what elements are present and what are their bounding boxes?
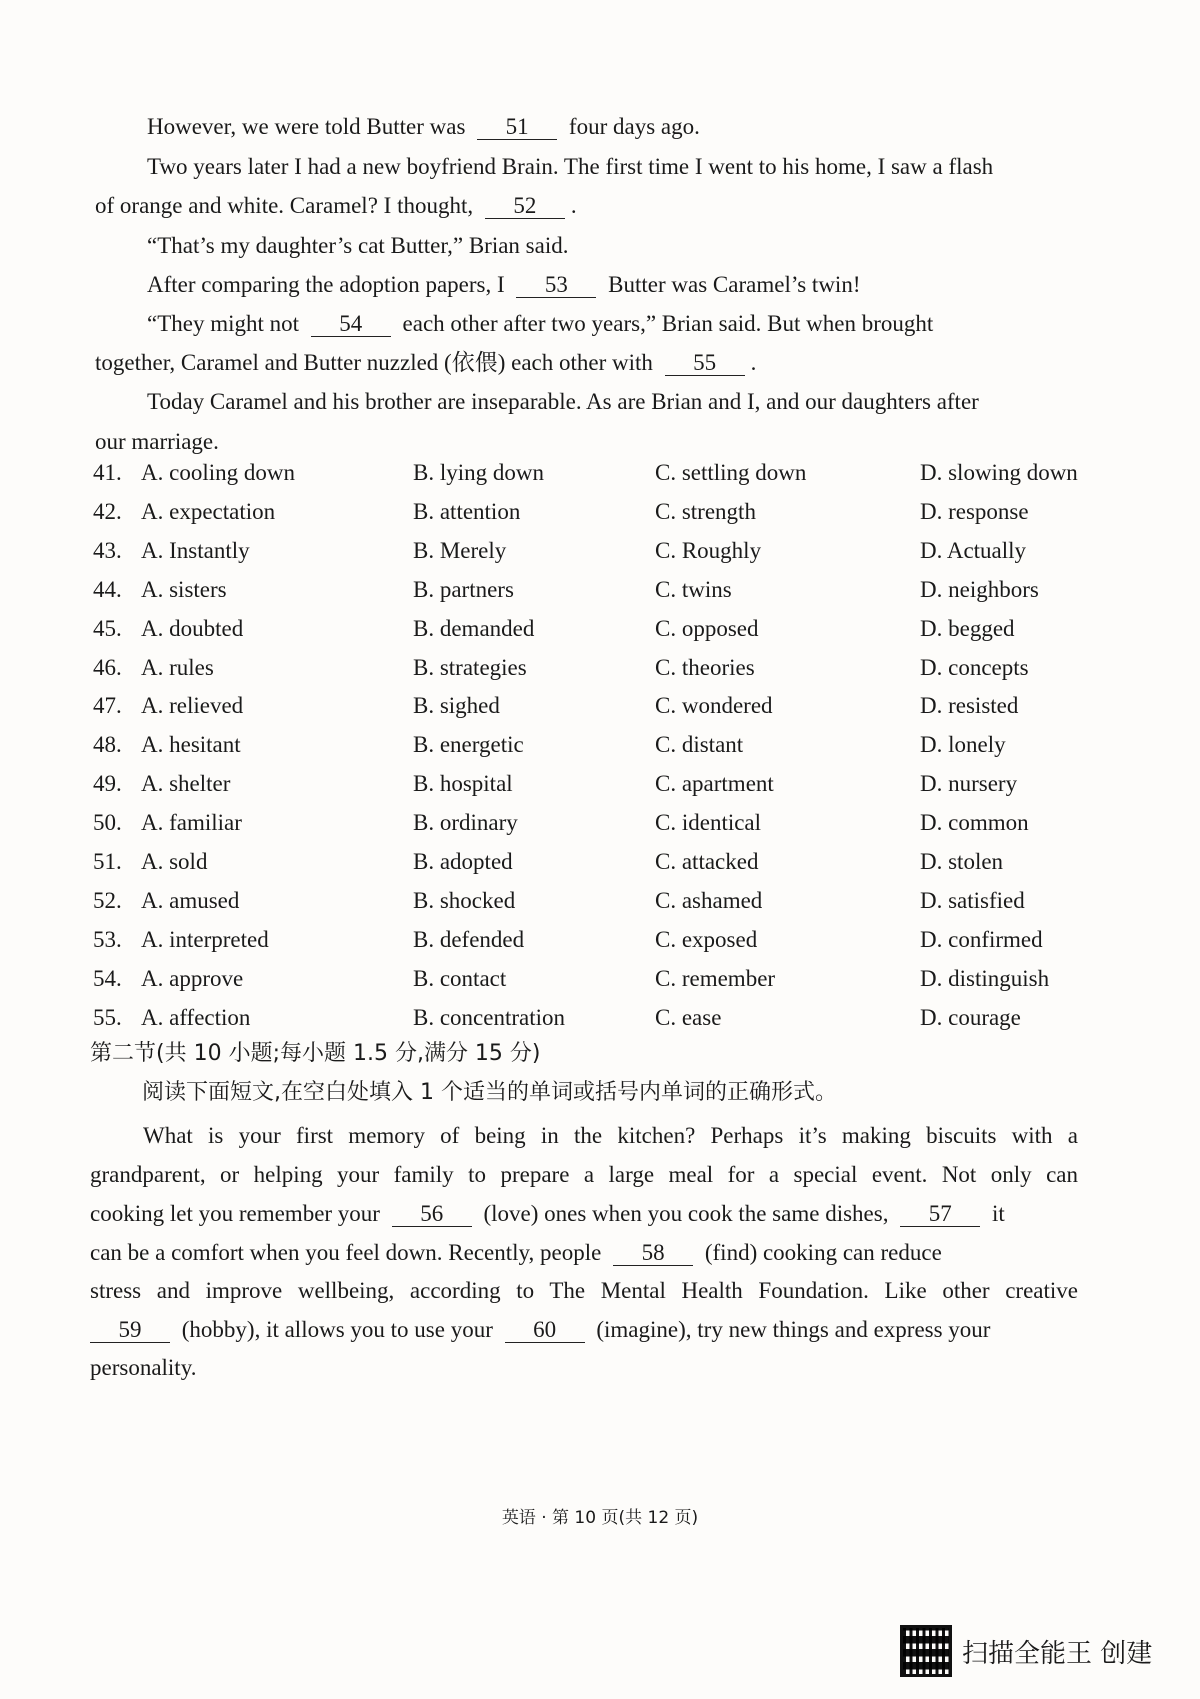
text: of orange and white. Caramel? I thought, <box>95 193 474 218</box>
option-a: A. relieved <box>141 693 244 719</box>
passage2-line: stress and improve wellbeing, according to The Mental Health Foundation. Like other creative <box>90 1278 1078 1303</box>
watermark-text: 扫描全能王 创建 <box>962 1638 1153 1669</box>
passage2-line <box>84 1315 1084 1345</box>
question-row <box>93 1003 1103 1033</box>
option-a: A. hesitant <box>141 732 241 758</box>
question-row <box>93 886 1103 916</box>
option-b: B. ordinary <box>413 810 518 836</box>
text: it <box>991 1201 1005 1226</box>
option-a: A. shelter <box>141 771 231 797</box>
question-row <box>93 847 1103 877</box>
option-d: D. neighbors <box>920 576 1039 602</box>
option-a: A. interpreted <box>141 926 269 952</box>
blank-53: 53 <box>516 273 596 298</box>
qr-code-icon <box>900 1625 952 1677</box>
option-d: D. distinguish <box>920 965 1050 991</box>
text: (hobby), it allows you to use your <box>181 1317 493 1342</box>
question-row <box>93 964 1103 994</box>
question-number: 44. <box>93 576 122 602</box>
option-c: C. Roughly <box>655 537 762 563</box>
question-number: 50. <box>93 810 122 836</box>
question-number: 45. <box>93 615 122 641</box>
option-b: B. hospital <box>413 771 513 797</box>
option-d: D. satisfied <box>920 887 1025 913</box>
blank-51: 51 <box>477 115 557 140</box>
option-a: A. approve <box>141 965 244 991</box>
option-c: C. ashamed <box>655 887 763 913</box>
text: . <box>750 350 757 375</box>
question-number: 41. <box>93 460 122 485</box>
option-b: B. concentration <box>413 1004 566 1030</box>
text: . <box>570 193 577 218</box>
text: each other after two years,” Brian said. But when brought <box>402 311 934 336</box>
option-c: C. strength <box>655 498 756 524</box>
passage1-line <box>95 348 1095 378</box>
blank-60: 60 <box>505 1318 585 1343</box>
question-row <box>93 536 1103 566</box>
option-a: A. Instantly <box>141 537 250 563</box>
question-number: 47. <box>93 693 122 719</box>
option-c: C. remember <box>655 965 776 991</box>
text: After comparing the adoption papers, I <box>147 272 505 297</box>
option-b: B. energetic <box>413 732 524 758</box>
question-number: 48. <box>93 732 122 758</box>
blank-57: 57 <box>900 1202 980 1227</box>
passage1-line <box>147 309 1095 339</box>
option-d: D. begged <box>920 615 1015 641</box>
passage2-line <box>90 1238 1090 1268</box>
option-b: B. strategies <box>413 654 527 680</box>
question-row <box>93 730 1103 760</box>
option-c: C. wondered <box>655 693 773 719</box>
passage2-line: grandparent, or helping your family to prepare a large meal for a special event. Not only can <box>90 1162 1078 1187</box>
option-a: A. expectation <box>141 498 276 524</box>
passage1-line: our marriage. <box>95 429 219 454</box>
question-row <box>93 925 1103 955</box>
question-row <box>93 691 1103 721</box>
option-a: A. cooling down <box>141 460 295 485</box>
option-c: C. theories <box>655 654 755 680</box>
option-c: C. apartment <box>655 771 774 797</box>
option-b: B. contact <box>413 965 507 991</box>
passage1-line: “That’s my daughter’s cat Butter,” Brian said. <box>147 233 569 258</box>
option-d: D. common <box>920 810 1029 836</box>
question-number: 53. <box>93 926 122 952</box>
question-number: 42. <box>93 498 122 524</box>
option-d: D. Actually <box>920 537 1027 563</box>
section2-header: 第二节(共 10 小题;每小题 1.5 分,满分 15 分) <box>90 1041 541 1066</box>
text: can be a comfort when you feel down. Recently, people <box>90 1240 602 1265</box>
scanner-watermark <box>900 1625 1152 1677</box>
passage1-line: Today Caramel and his brother are inseparable. As are Brian and I, and our daughters after <box>147 389 979 414</box>
question-row <box>93 769 1103 799</box>
option-a: A. sold <box>141 849 208 874</box>
option-d: D. resisted <box>920 693 1019 719</box>
option-d: D. nursery <box>920 771 1018 797</box>
text: together, Caramel and Butter nuzzled (依偎) each other with <box>95 350 653 375</box>
text: four days ago. <box>568 114 700 139</box>
option-c: C. settling down <box>655 460 807 485</box>
option-a: A. doubted <box>141 615 244 641</box>
option-b: B. lying down <box>413 460 544 485</box>
question-number: 52. <box>93 887 122 913</box>
option-b: B. adopted <box>413 849 513 874</box>
question-number: 54. <box>93 965 122 991</box>
question-row <box>93 808 1103 838</box>
question-row <box>93 575 1103 605</box>
blank-56: 56 <box>392 1202 472 1227</box>
option-d: D. slowing down <box>920 460 1078 485</box>
blank-54: 54 <box>311 312 391 337</box>
option-b: B. defended <box>413 926 525 952</box>
option-c: C. identical <box>655 810 762 836</box>
option-a: A. sisters <box>141 576 227 602</box>
option-b: B. shocked <box>413 887 516 913</box>
question-row <box>93 497 1103 527</box>
text: (love) ones when you cook the same dishes, <box>483 1201 889 1226</box>
question-number: 46. <box>93 654 122 680</box>
passage2-line: personality. <box>90 1355 197 1380</box>
passage1-line <box>147 112 1095 142</box>
option-c: C. ease <box>655 1004 722 1030</box>
passage2-line: What is your first memory of being in the kitchen? Perhaps it’s making biscuits with a <box>143 1123 1078 1148</box>
question-number: 49. <box>93 771 122 797</box>
option-a: A. amused <box>141 887 240 913</box>
option-c: C. exposed <box>655 926 758 952</box>
option-c: C. attacked <box>655 849 759 874</box>
blank-58: 58 <box>613 1241 693 1266</box>
option-b: B. demanded <box>413 615 535 641</box>
option-a: A. affection <box>141 1004 251 1030</box>
option-c: C. opposed <box>655 615 759 641</box>
blank-59: 59 <box>90 1318 170 1343</box>
blank-52: 52 <box>485 194 565 219</box>
option-a: A. familiar <box>141 810 242 836</box>
question-number: 55. <box>93 1004 122 1030</box>
text: cooking let you remember your <box>90 1201 380 1226</box>
text: “They might not <box>147 311 300 336</box>
question-number: 43. <box>93 537 122 563</box>
passage2-line <box>90 1199 1090 1229</box>
question-number: 51. <box>93 849 122 874</box>
text: However, we were told Butter was <box>147 114 466 139</box>
text: (imagine), try new things and express your <box>596 1317 991 1342</box>
section2-instruction: 阅读下面短文,在空白处填入 1 个适当的单词或括号内单词的正确形式。 <box>142 1080 837 1105</box>
option-b: B. attention <box>413 498 521 524</box>
passage1-line <box>95 191 1095 221</box>
question-row <box>93 614 1103 644</box>
option-d: D. courage <box>920 1004 1021 1030</box>
page-footer: 英语 · 第 10 页(共 12 页) <box>501 1508 699 1528</box>
text: Butter was Caramel’s twin! <box>608 272 861 297</box>
option-b: B. partners <box>413 576 514 602</box>
option-b: B. Merely <box>413 537 507 563</box>
option-d: D. stolen <box>920 849 1004 874</box>
option-d: D. confirmed <box>920 926 1043 952</box>
question-row <box>93 458 1103 488</box>
option-d: D. response <box>920 498 1029 524</box>
option-d: D. concepts <box>920 654 1029 680</box>
passage1-line: Two years later I had a new boyfriend Brain. The first time I went to his home, I saw a flash <box>147 154 994 179</box>
passage1-line <box>147 270 1095 300</box>
option-d: D. lonely <box>920 732 1006 758</box>
option-c: C. twins <box>655 576 732 602</box>
option-a: A. rules <box>141 654 214 680</box>
blank-55: 55 <box>665 351 745 376</box>
option-c: C. distant <box>655 732 744 758</box>
option-b: B. sighed <box>413 693 500 719</box>
question-row <box>93 653 1103 683</box>
text: (find) cooking can reduce <box>704 1240 942 1265</box>
